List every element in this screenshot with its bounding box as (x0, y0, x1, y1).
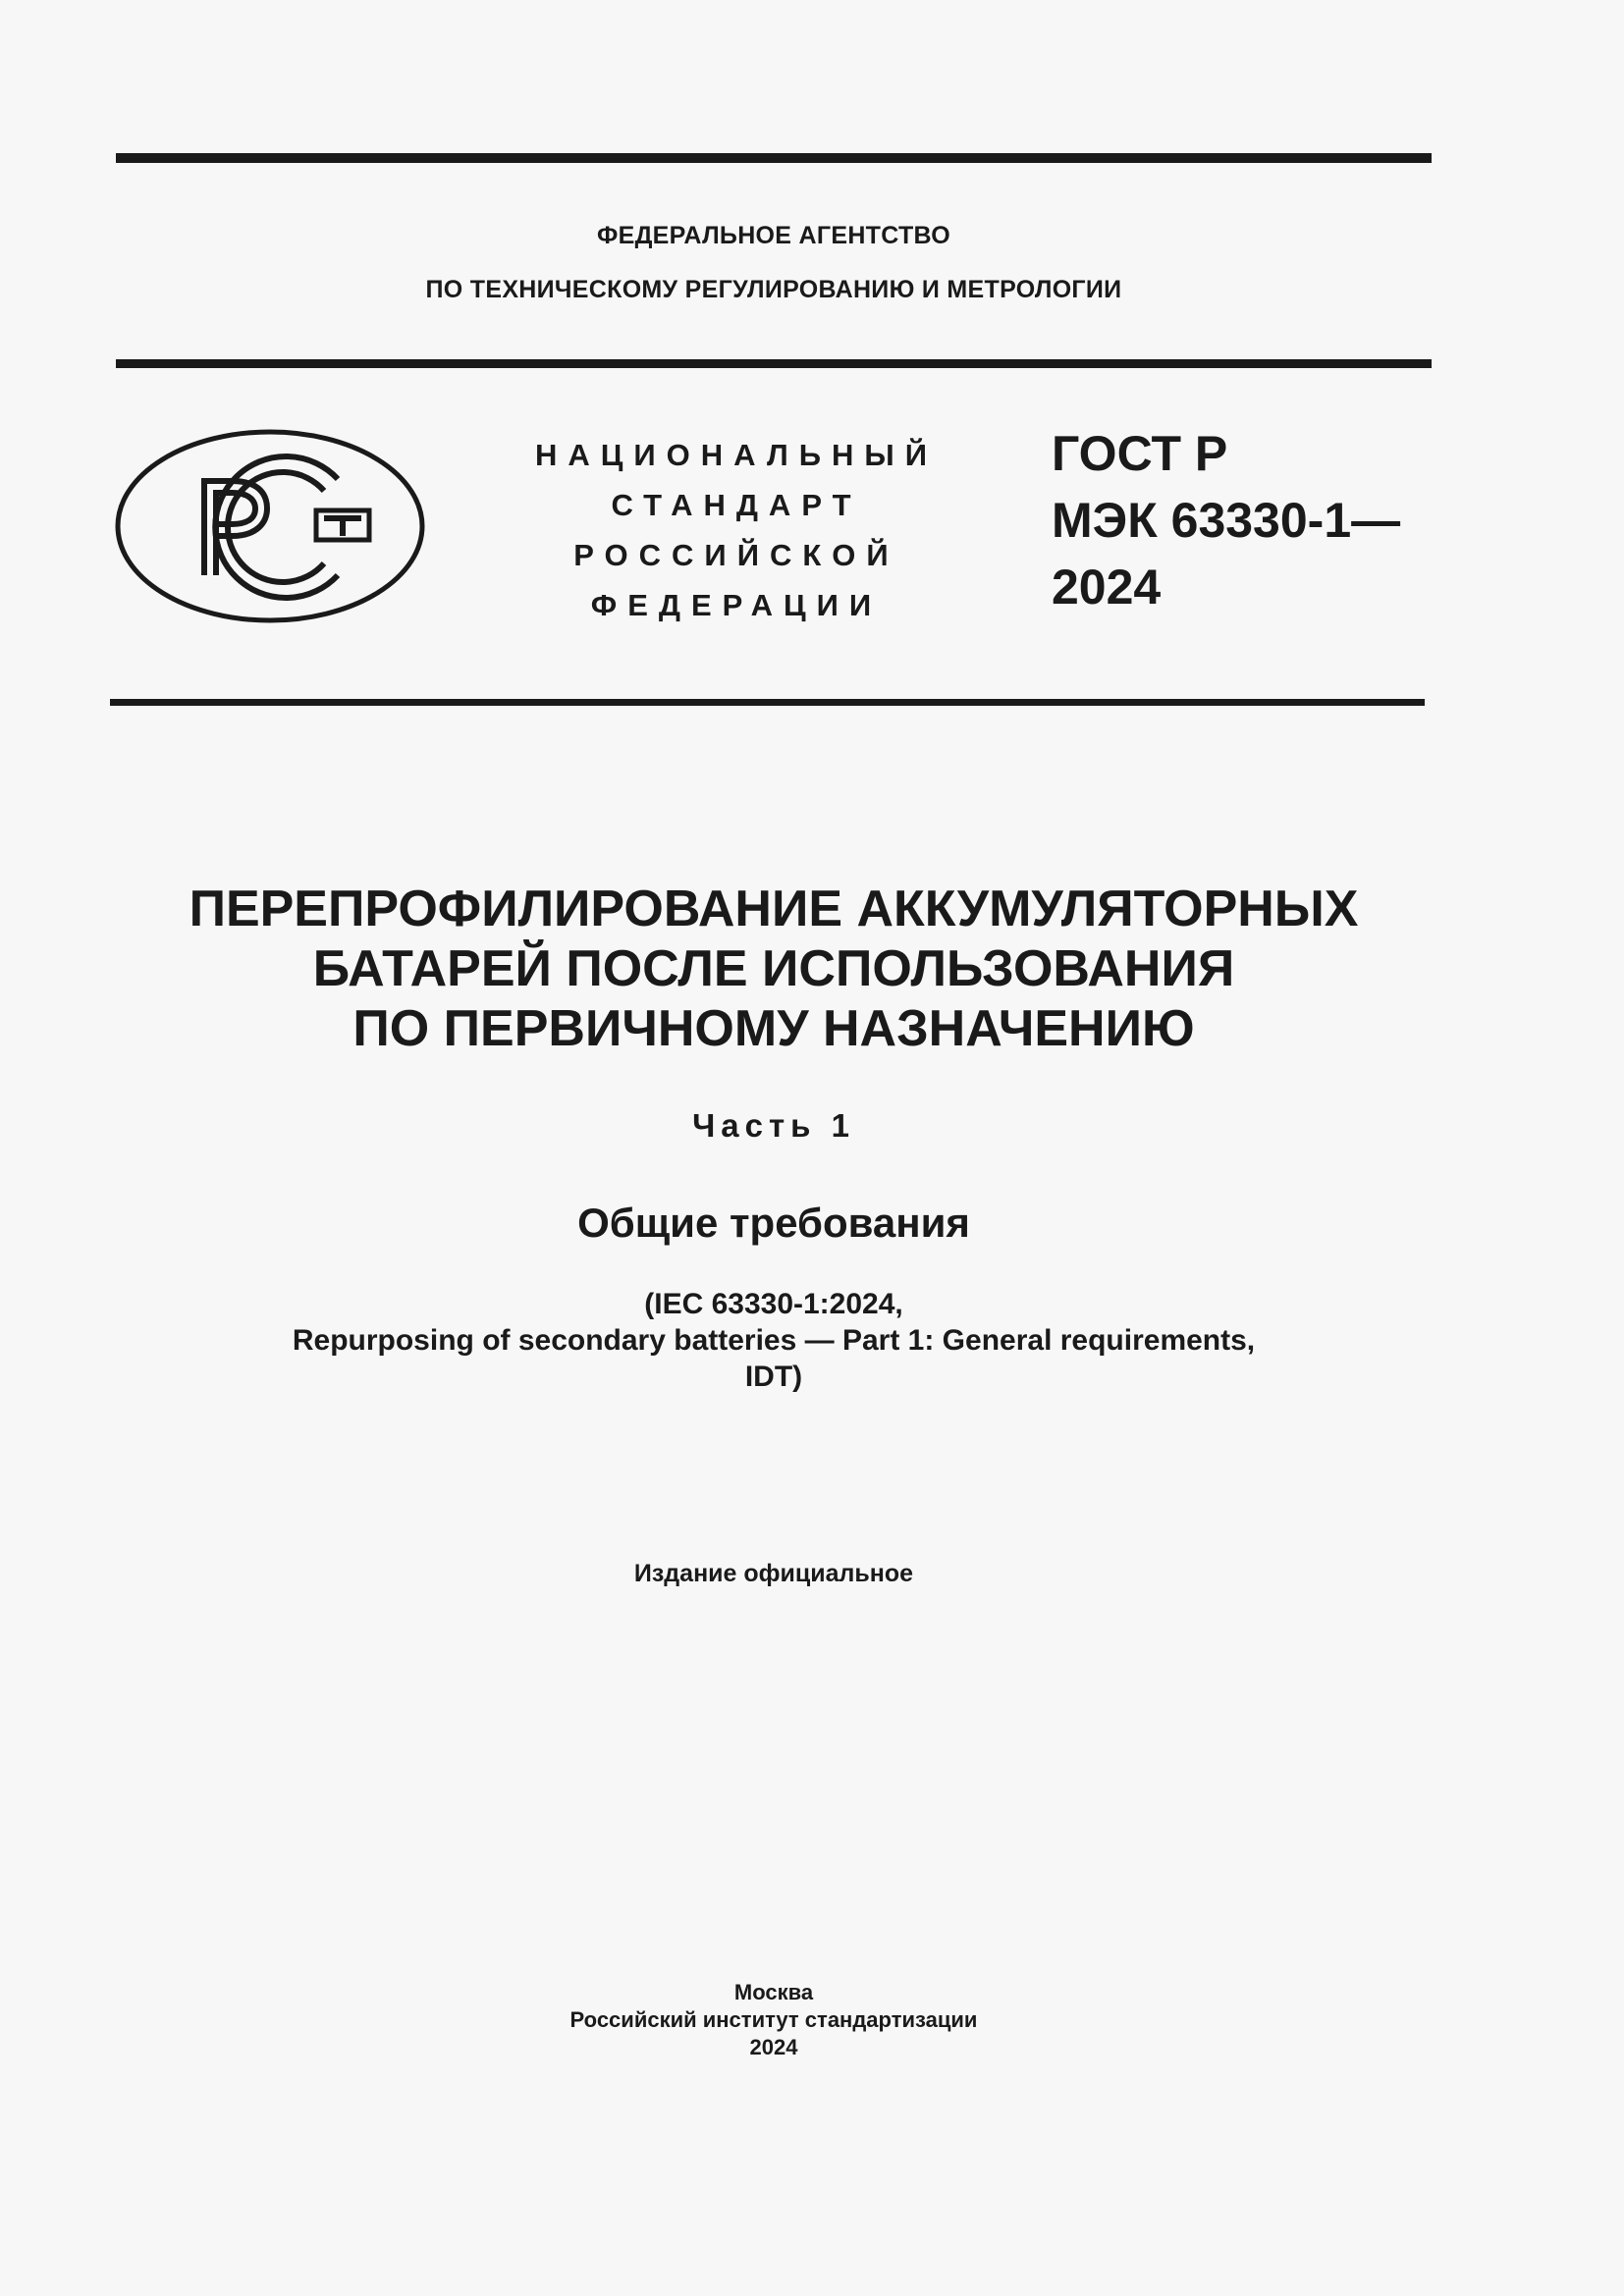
imprint-publisher: Российский институт стандартизации (569, 2007, 978, 2032)
part-number: Часть 1 (692, 1107, 855, 1144)
top-rule (116, 153, 1432, 163)
official-edition-label: Издание официальное (633, 1560, 914, 1587)
imprint-city: Москва (733, 1980, 814, 2004)
iec-reference-line-2: Repurposing of secondary batteries — Part 1: General requirements, (292, 1324, 1256, 1357)
national-standard-label (511, 430, 962, 630)
imprint-year: 2024 (749, 2035, 798, 2059)
publisher-imprint (116, 1979, 1432, 2061)
title-line-2: БАТАРЕЙ ПОСЛЕ ИСПОЛЬЗОВАНИЯ (312, 940, 1235, 997)
title-line-3: ПО ПЕРВИЧНОМУ НАЗНАЧЕНИЮ (352, 1000, 1195, 1057)
rst-logo-icon (114, 428, 426, 624)
iec-reference (116, 1286, 1432, 1395)
designation-line-2: МЭК 63330-1— (1052, 493, 1401, 548)
national-standard-line-3: РОССИЙСКОЙ (573, 538, 899, 572)
iec-reference-line-1: (IEC 63330-1:2024, (644, 1288, 903, 1320)
designation-line-1: ГОСТ Р (1052, 426, 1228, 481)
national-standard-line-1: НАЦИОНАЛЬНЫЙ (534, 438, 939, 472)
agency-name-line-2: ПО ТЕХНИЧЕСКОМУ РЕГУЛИРОВАНИЮ И МЕТРОЛОГИИ (425, 276, 1122, 303)
header-rule (116, 359, 1432, 368)
standard-designation (1052, 420, 1400, 620)
header-bottom-rule (110, 699, 1425, 706)
document-subtitle: Общие требования (577, 1200, 970, 1246)
iec-reference-line-3: IDT) (744, 1361, 803, 1393)
agency-name-line-1: ФЕДЕРАЛЬНОЕ АГЕНТСТВО (596, 222, 951, 249)
document-title (116, 880, 1432, 1059)
national-standard-line-2: СТАНДАРТ (611, 488, 862, 522)
national-standard-line-4: ФЕДЕРАЦИИ (590, 588, 883, 622)
designation-line-3: 2024 (1052, 560, 1162, 614)
title-line-1: ПЕРЕПРОФИЛИРОВАНИЕ АККУМУЛЯТОРНЫХ (189, 881, 1359, 937)
